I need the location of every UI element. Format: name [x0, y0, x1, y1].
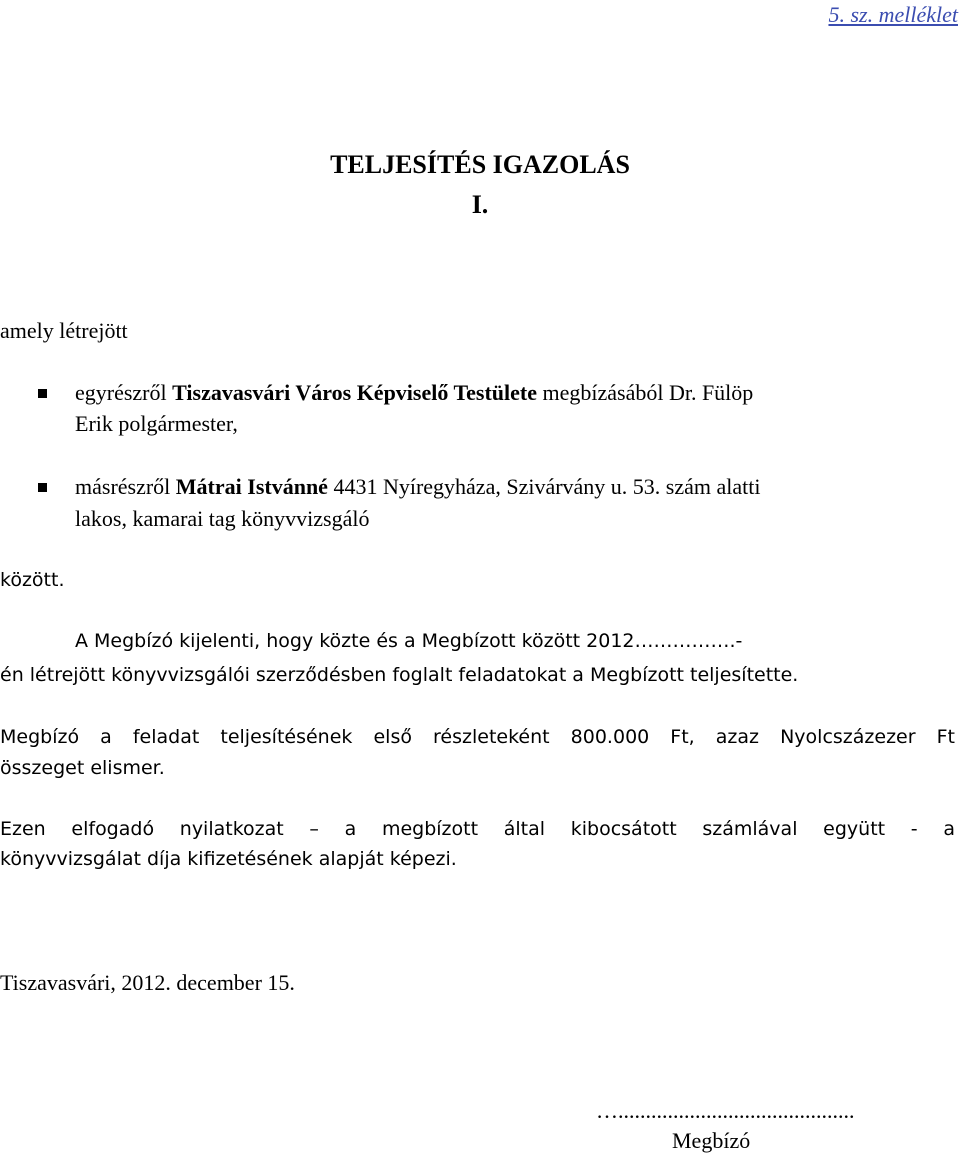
party-1-prefix: egyrészről	[75, 380, 173, 405]
bullet-icon	[38, 389, 47, 398]
party-2-line-2: lakos, kamarai tag könyvvizsgáló	[75, 506, 370, 531]
intro-text: amely létrejött	[0, 318, 128, 343]
party-1-suffix: megbízásából Dr. Fülöp	[536, 380, 754, 405]
party-1-line-2: Erik polgármester,	[75, 411, 238, 436]
party-2-name: Mátrai Istvánné	[175, 474, 328, 499]
paragraph-2-line-2: összeget elismer.	[0, 757, 165, 779]
party-2-suffix: 4431 Nyíregyháza, Szivárvány u. 53. szám alatti	[327, 474, 761, 499]
bullet-icon	[38, 483, 47, 492]
party-2-prefix: másrészről	[75, 474, 176, 499]
party-1-line-1	[75, 380, 753, 406]
document-title-roman: I.	[471, 190, 489, 219]
place-date: Tiszavasvári, 2012. december 15.	[0, 970, 295, 995]
party-1-name: Tiszavasvári Város Képviselő Testülete	[172, 380, 537, 405]
annex-label: 5. sz. melléklet	[828, 2, 958, 27]
paragraph-3-line-2: könyvvizsgálat díja kifizetésének alapját képezi.	[0, 848, 457, 870]
paragraph-3-line-1: Ezen elfogadó nyilatkozat – a megbízott által kibocsátott számlával együtt - a	[0, 818, 955, 840]
signature-label: Megbízó	[672, 1128, 751, 1153]
document-title: TELJESÍTÉS IGAZOLÁS	[330, 150, 630, 179]
paragraph-1-line-1: A Megbízó kijelenti, hogy közte és a Megbízott között 2012…………….-	[75, 630, 743, 652]
signature-line: …...........................................	[596, 1098, 855, 1123]
between-text: között.	[0, 569, 65, 591]
paragraph-1-line-2: én létrejött könyvvizsgálói szerződésben foglalt feladatokat a Megbízott teljesítette.	[0, 664, 799, 686]
party-2-line-1	[75, 474, 761, 500]
paragraph-2-line-1: Megbízó a feladat teljesítésének első részleteként 800.000 Ft, azaz Nyolcszázezer Ft	[0, 726, 955, 748]
